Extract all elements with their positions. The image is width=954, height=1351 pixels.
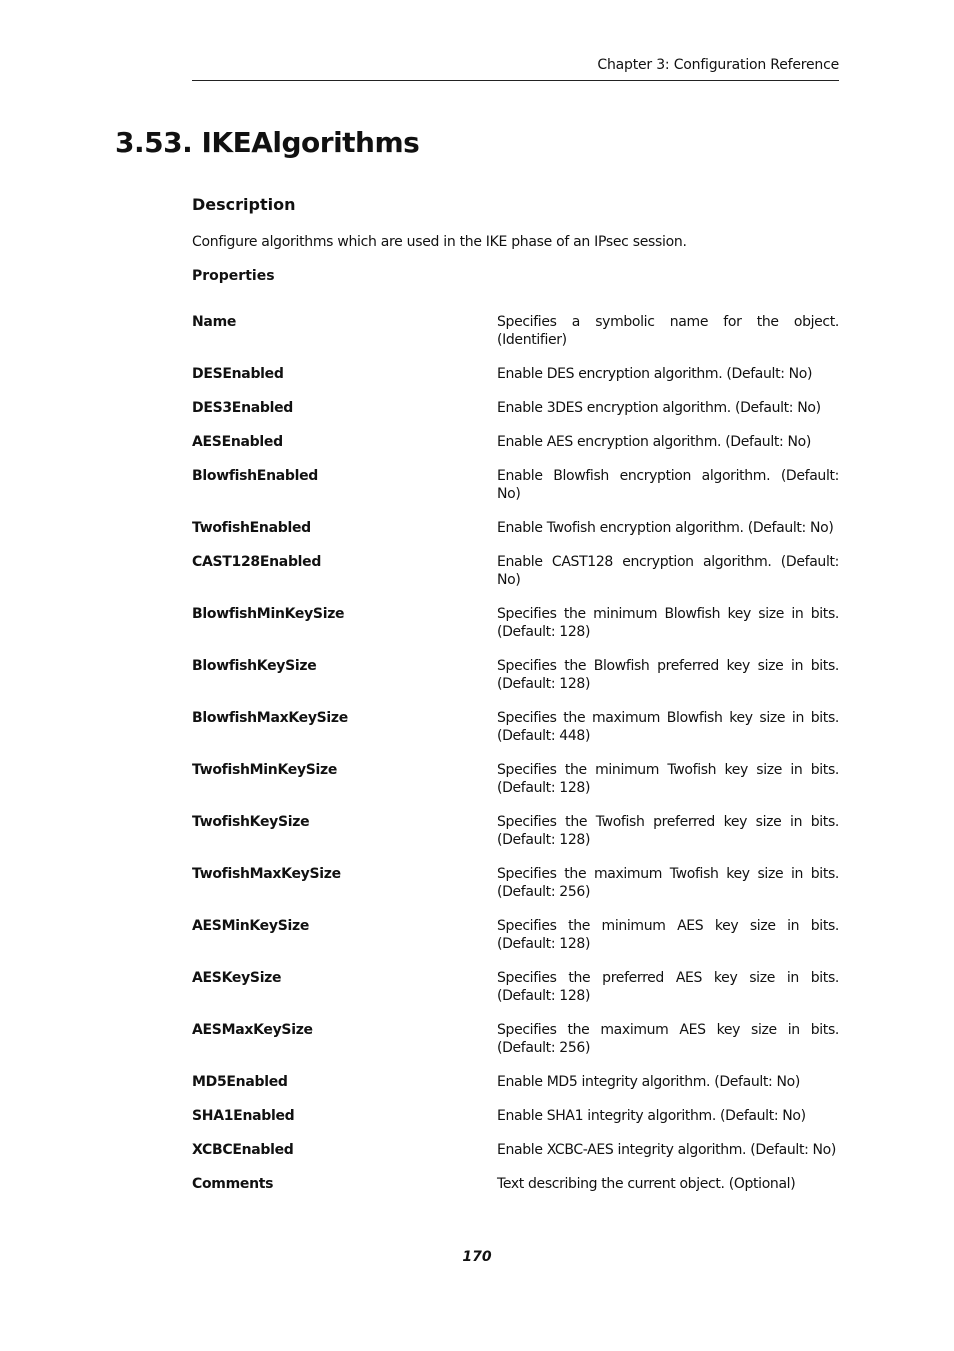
property-description: Specifies the minimum Twofish key size in bits. (Default: 128) — [497, 762, 839, 796]
property-description: Text describing the current object. (Optional) — [497, 1176, 796, 1192]
page-number: 170 — [462, 1249, 492, 1265]
property-row — [192, 313, 839, 365]
property-name: BlowfishMaxKeySize — [192, 710, 348, 726]
property-row — [192, 709, 839, 761]
property-row — [192, 433, 839, 467]
property-description: Enable AES encryption algorithm. (Default: No) — [497, 434, 811, 450]
property-name: AESMaxKeySize — [192, 1022, 313, 1038]
running-header: Chapter 3: Configuration Reference — [597, 57, 839, 73]
property-name: BlowfishEnabled — [192, 468, 319, 484]
property-description: Enable Blowfish encryption algorithm. (Default: No) — [497, 468, 839, 502]
property-name: AESEnabled — [192, 434, 283, 450]
property-name: TwofishEnabled — [192, 520, 311, 536]
property-row — [192, 1021, 839, 1073]
property-description: Enable MD5 integrity algorithm. (Default: No) — [497, 1074, 800, 1090]
property-name: DES3Enabled — [192, 400, 294, 416]
property-row — [192, 605, 839, 657]
property-description: Enable CAST128 encryption algorithm. (Default: No) — [497, 554, 839, 588]
section-title: 3.53. IKEAlgorithms — [115, 126, 420, 159]
property-row — [192, 657, 839, 709]
property-description: Specifies the Blowfish preferred key size in bits. (Default: 128) — [497, 658, 839, 692]
property-description: Specifies the minimum Blowfish key size in bits. (Default: 128) — [497, 606, 839, 640]
property-description: Specifies the maximum Twofish key size in bits. (Default: 256) — [497, 866, 839, 900]
property-row — [192, 813, 839, 865]
property-row — [192, 1073, 839, 1107]
property-row — [192, 865, 839, 917]
property-name: TwofishMaxKeySize — [192, 866, 341, 882]
property-row — [192, 761, 839, 813]
property-name: TwofishKeySize — [192, 814, 310, 830]
property-description: Enable DES encryption algorithm. (Default: No) — [497, 366, 813, 382]
properties-heading: Properties — [192, 268, 275, 284]
property-description: Specifies the Twofish preferred key size in bits. (Default: 128) — [497, 814, 839, 848]
property-name: CAST128Enabled — [192, 554, 322, 570]
property-row — [192, 969, 839, 1021]
description-heading: Description — [192, 195, 296, 214]
property-name: BlowfishKeySize — [192, 658, 317, 674]
header-rule — [192, 80, 839, 81]
property-description: Enable 3DES encryption algorithm. (Default: No) — [497, 400, 821, 416]
property-description: Specifies the minimum AES key size in bits. (Default: 128) — [497, 918, 839, 952]
properties-list — [192, 313, 839, 1209]
property-row — [192, 467, 839, 519]
property-description: Enable XCBC-AES integrity algorithm. (Default: No) — [497, 1142, 836, 1158]
property-name: BlowfishMinKeySize — [192, 606, 345, 622]
property-name: DESEnabled — [192, 366, 284, 382]
property-name: AESKeySize — [192, 970, 282, 986]
property-row — [192, 1175, 839, 1209]
property-name: Name — [192, 314, 237, 330]
description-text: Configure algorithms which are used in the IKE phase of an IPsec session. — [192, 234, 687, 250]
property-name: XCBCEnabled — [192, 1142, 294, 1158]
property-row — [192, 519, 839, 553]
property-description: Enable SHA1 integrity algorithm. (Default: No) — [497, 1108, 806, 1124]
property-row — [192, 399, 839, 433]
property-name: SHA1Enabled — [192, 1108, 295, 1124]
property-description: Specifies the preferred AES key size in bits. (Default: 128) — [497, 970, 839, 1004]
property-description: Specifies a symbolic name for the object. (Identifier) — [497, 314, 839, 348]
property-name: AESMinKeySize — [192, 918, 310, 934]
property-row — [192, 917, 839, 969]
property-description: Specifies the maximum Blowfish key size in bits. (Default: 448) — [497, 710, 839, 744]
property-description: Enable Twofish encryption algorithm. (Default: No) — [497, 520, 834, 536]
property-row — [192, 1141, 839, 1175]
property-row — [192, 553, 839, 605]
property-name: MD5Enabled — [192, 1074, 288, 1090]
property-name: Comments — [192, 1176, 274, 1192]
property-row — [192, 365, 839, 399]
property-name: TwofishMinKeySize — [192, 762, 338, 778]
property-row — [192, 1107, 839, 1141]
property-description: Specifies the maximum AES key size in bits. (Default: 256) — [497, 1022, 839, 1056]
